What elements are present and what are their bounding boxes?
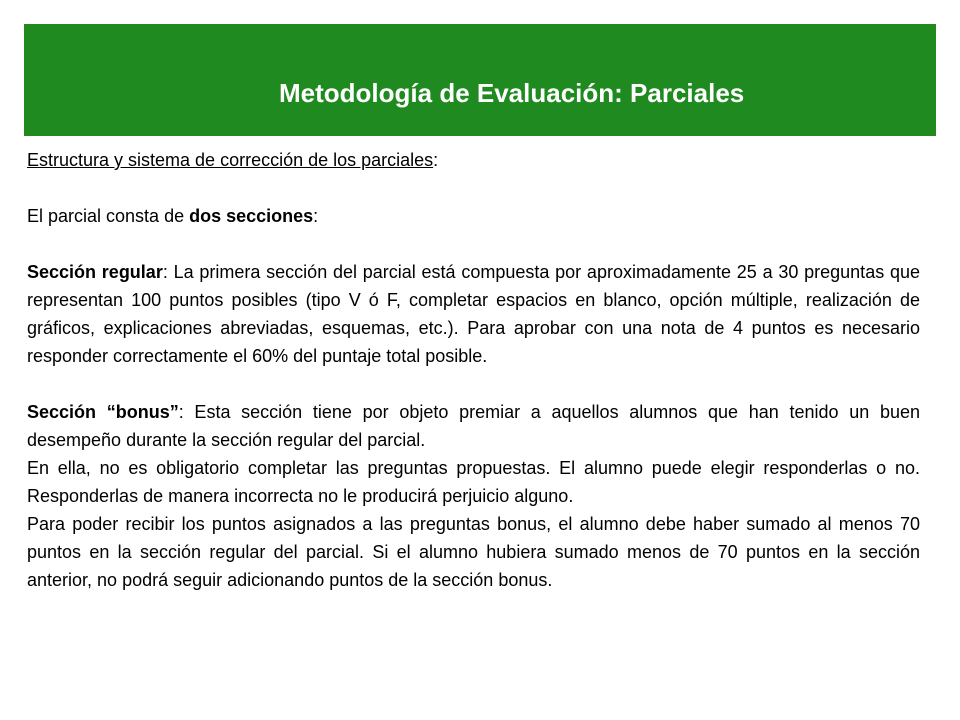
bonus-paragraph-2: En ella, no es obligatorio completar las preguntas propuestas. El alumno puede elegir responderlas o no. Responderlas de manera incorrecta no le producirá perjuicio alguno. [27,458,920,506]
intro-bold: dos secciones [189,206,314,226]
section-heading-text: Estructura y sistema de corrección de los parciales [27,150,434,170]
bonus-paragraph-3: Para poder recibir los puntos asignados a las preguntas bonus, el alumno debe haber sumado al menos 70 puntos en la sección regular del parcial. Si el alumno hubiera sumado menos de 70 puntos en la sección anterior, no podrá seguir adicionando puntos de la sección bonus. [27,514,920,590]
section-heading [27,146,920,174]
slide-body [27,146,920,594]
regular-section-text: : La primera sección del parcial está compuesta por aproximadamente 25 a 30 preguntas que representan 100 puntos posibles (tipo V ó F, completar espacios en blanco, opción múltiple, realización de gráficos, explicaciones abreviadas, esquemas, etc.). Para aprobar con una nota de 4 puntos es necesario responder correctamente el 60% del puntaje total posible. [27,262,920,366]
spacer [27,230,920,258]
spacer [27,174,920,202]
section-heading-colon: : [433,150,439,170]
intro-suffix: : [313,206,319,226]
bonus-section-label: Sección “bonus” [27,402,179,422]
intro-paragraph [27,202,920,230]
bonus-section-text: : Esta sección tiene por objeto premiar a aquellos alumnos que han tenido un buen desempeño durante la sección regular del parcial. [27,402,920,450]
regular-section-label: Sección regular [27,262,163,282]
regular-section-paragraph [27,258,920,370]
bonus-section-paragraph [27,398,920,454]
intro-prefix: El parcial consta de [27,206,190,226]
spacer [27,370,920,398]
title-banner [24,24,936,136]
slide-title: Metodología de Evaluación: Parciales [279,78,745,108]
